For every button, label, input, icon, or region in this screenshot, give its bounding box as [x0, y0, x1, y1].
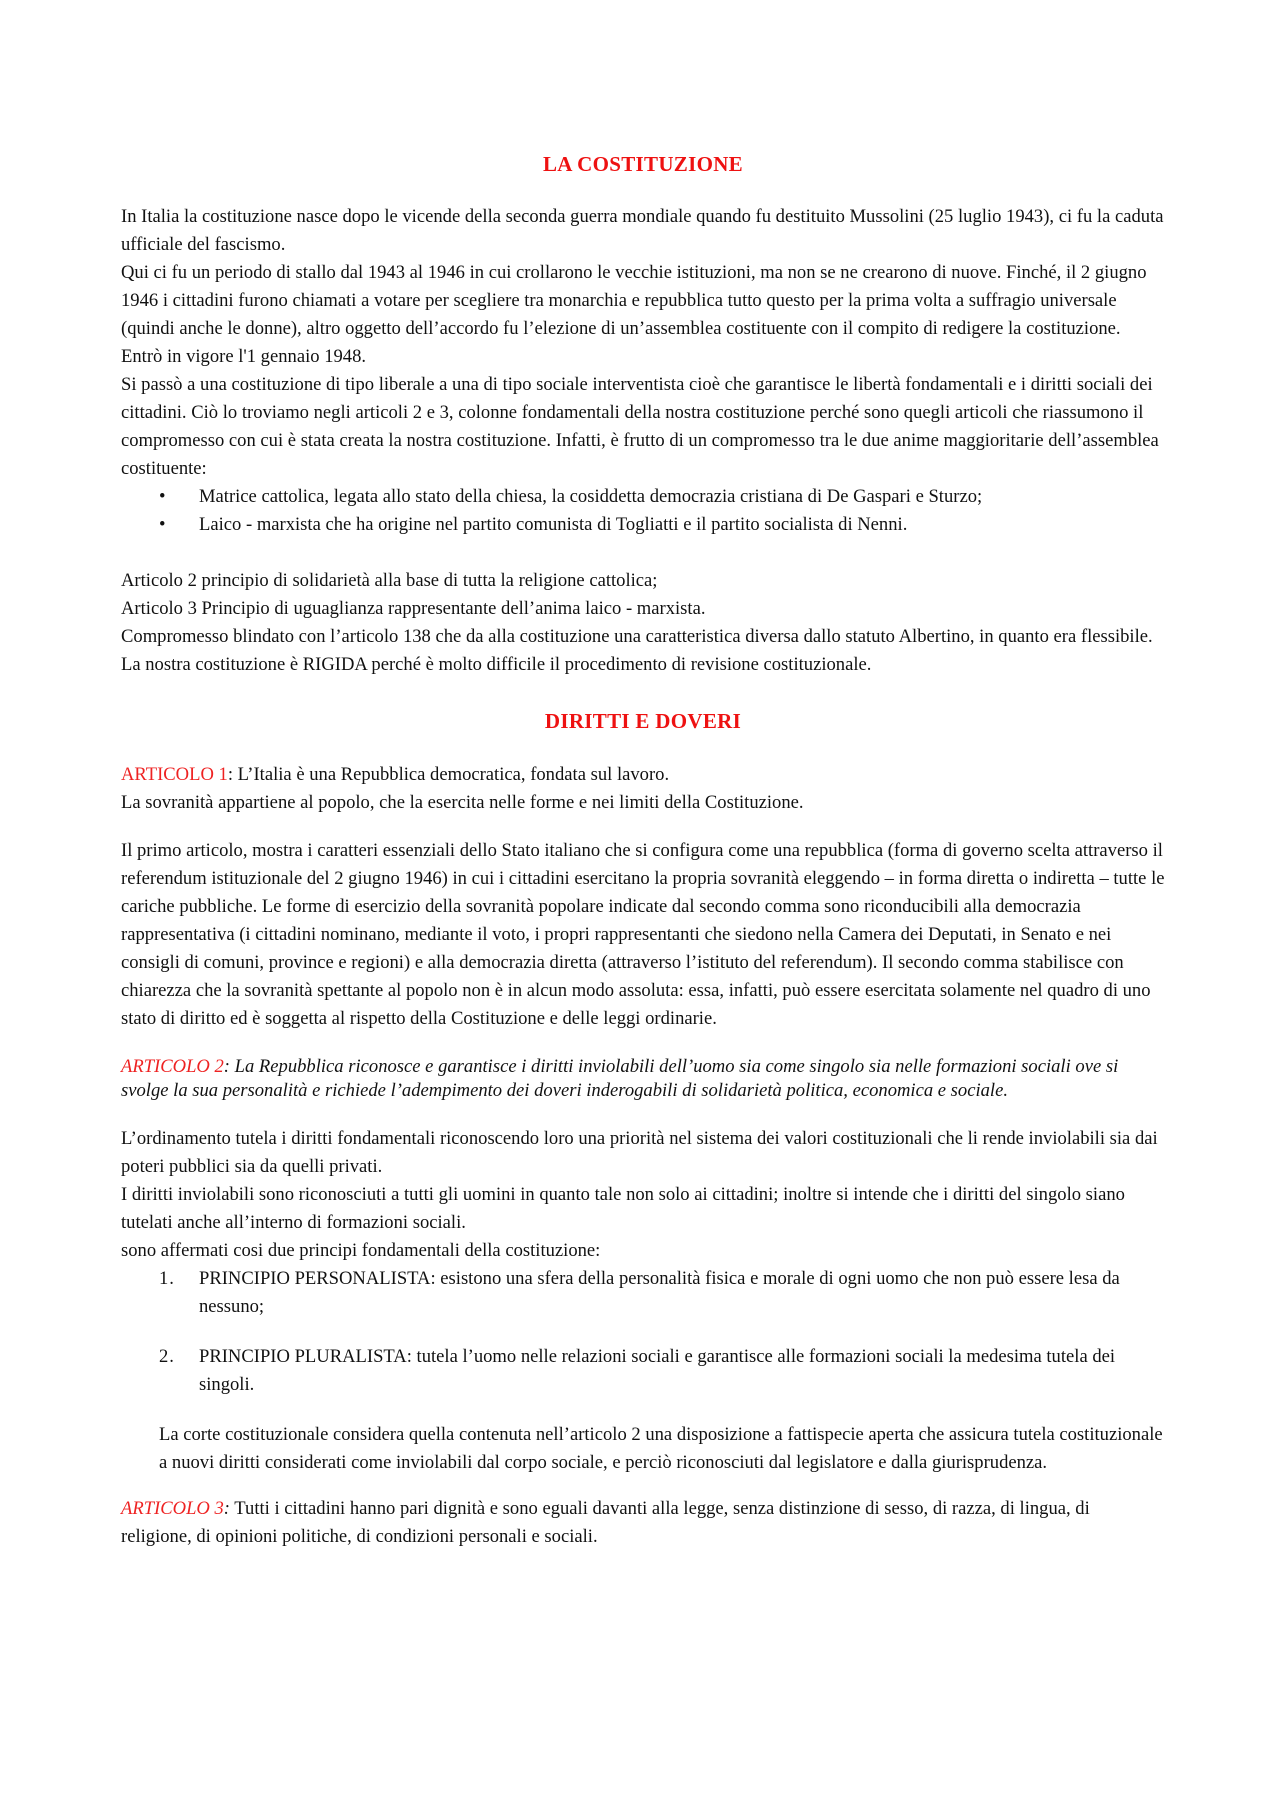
intro-paragraph-2: Qui ci fu un periodo di stallo dal 1943 al 1946 in cui crollarono le vecchie istituzioni, ma non se ne crearono di nuove. Finché, il 2 giugno 1946 i cittadini furono chiamati a votare per scegliere tra monarchia e repubblica tutto questo per la prima volta a suffragio universale (quindi anche le donne), altro oggetto dell’accordo fu l’elezione di un’assemblea costituente con il compito di redigere la costituzione. Entrò in vigore l'1 gennaio 1948. [121, 262, 1147, 367]
principle-pluralista: PRINCIPIO PLURALISTA: tutela l’uomo nelle relazioni sociali e garantisce alle formazioni sociali la medesima tutela dei singoli. [199, 1346, 1116, 1395]
bullet-text-2: Laico - marxista che ha origine nel partito comunista di Togliatti e il partito socialista di Nenni. [199, 514, 908, 535]
bullet-icon: • [159, 486, 166, 507]
list-item [159, 483, 1165, 511]
intro-section [121, 203, 1165, 483]
article-3-colon: : [223, 1498, 230, 1519]
bullet-text-1: Matrice cattolica, legata allo stato della chiesa, la cosiddetta democrazia cristiana di De Gaspari e Sturzo; [199, 486, 983, 507]
principle-number: 1. [159, 1268, 175, 1289]
articles-summary [121, 567, 1165, 679]
principle-personalista: PRINCIPIO PERSONALISTA: esistono una sfera della personalità fisica e morale di ogni uomo che non può essere lesa da nessuno; [199, 1268, 1120, 1317]
principle-number: 2. [159, 1346, 175, 1367]
article-3-label: ARTICOLO 3 [121, 1498, 224, 1519]
list-item [159, 1343, 1165, 1399]
summary-art3: Articolo 3 Principio di uguaglianza rappresentante dell’anima laico - marxista. [121, 598, 706, 619]
principles-list [121, 1265, 1165, 1399]
summary-art2: Articolo 2 principio di solidarietà alla base di tutta la religione cattolica; [121, 570, 658, 591]
article-3-body: Tutti i cittadini hanno pari dignità e sono eguali davanti alla legge, senza distinzione di sesso, di razza, di lingua, di religione, di opinioni politiche, di condizioni personali e sociali. [121, 1498, 1090, 1547]
intro-paragraph-3: Si passò a una costituzione di tipo liberale a una di tipo sociale interventista cioè che garantisce le libertà fondamentali e i diritti sociali dei cittadini. Ciò lo troviamo negli articoli 2 e 3, colonne fondamentali della nostra costituzione perché sono quegli articoli che riassumono il compromesso con cui è stata creata la nostra costituzione. Infatti, è frutto di un compromesso tra le due anime maggioritarie dell’assemblea costituente: [121, 374, 1159, 479]
list-item [159, 511, 1165, 539]
article-3 [121, 1495, 1165, 1551]
list-item [159, 1265, 1165, 1321]
title-la-costituzione: LA COSTITUZIONE [543, 152, 743, 176]
summary-art138: Compromesso blindato con l’articolo 138 che da alla costituzione una caratteristica diversa dallo statuto Albertino, in quanto era flessibile. La nostra costituzione è RIGIDA perché è molto difficile il procedimento di revisione costituzionale. [121, 626, 1153, 675]
article-2-body: : La Repubblica riconosce e garantisce i diritti inviolabili dell’uomo sia come singolo sia nelle formazioni sociali ove si svolge la sua personalità e richiede l’adempimento dei doveri inderogabili di solidarietà politica, economica e sociale. [121, 1056, 1119, 1101]
article-1-body: : L’Italia è una Repubblica democratica, fondata sul lavoro. [227, 764, 670, 785]
article-2-comment [121, 1125, 1165, 1265]
article-2-comment-2: I diritti inviolabili sono riconosciuti a tutti gli uomini in quanto tale non solo ai cittadini; inoltre si intende che i diritti del singolo siano tutelati anche all’interno di formazioni sociali. [121, 1184, 1125, 1233]
intro-paragraph-1: In Italia la costituzione nasce dopo le vicende della seconda guerra mondiale quando fu destituito Mussolini (25 luglio 1943), ci fu la caduta ufficiale del fascismo. [121, 206, 1164, 255]
bullet-icon: • [159, 514, 166, 535]
bullet-list [121, 483, 1165, 539]
article-2-comment-1: L’ordinamento tutela i diritti fondamentali riconoscendo loro una priorità nel sistema dei valori costituzionali che li rende inviolabili sia dai poteri pubblici sia da quelli privati. [121, 1128, 1158, 1177]
article-1-text [121, 761, 1165, 789]
corte-paragraph: La corte costituzionale considera quella contenuta nell’articolo 2 una disposizione a fattispecie aperta che assicura tutela costituzionale a nuovi diritti considerati come inviolabili dal corpo sociale, e perciò riconosciuti dal legislatore e dalla giurisprudenza. [159, 1424, 1163, 1473]
article-2-label: ARTICOLO 2 [121, 1056, 224, 1077]
title-diritti-e-doveri: DIRITTI E DOVERI [544, 709, 742, 733]
article-1 [121, 761, 1165, 817]
article-2-comment-3: sono affermati cosi due principi fondamentali della costituzione: [121, 1240, 601, 1261]
article-1-label: ARTICOLO 1 [121, 764, 228, 785]
article-1-line2: La sovranità appartiene al popolo, che la esercita nelle forme e nei limiti della Costituzione. [121, 792, 804, 813]
article-2 [121, 1055, 1165, 1103]
article-1-comment: Il primo articolo, mostra i caratteri essenziali dello Stato italiano che si configura come una repubblica (forma di governo scelta attraverso il referendum istituzionale del 2 giugno 1946) in cui i cittadini esercitano la propria sovranità eleggendo – in forma diretta o indiretta – tutte le cariche pubbliche. Le forme di esercizio della sovranità popolare indicate dal secondo comma sono riconducibili alla democrazia rappresentativa (i cittadini nominano, mediante il voto, i propri rappresentanti che siedono nella Camera dei Deputati, in Senato e nei consigli di comuni, province e regioni) e alla democrazia diretta (attraverso l’istituto del referendum). Il secondo comma stabilisce con chiarezza che la sovranità spettante al popolo non è in alcun modo assoluta: essa, infatti, può essere esercitata solamente nel quadro di uno stato di diritto ed è soggetta al rispetto della Costituzione e delle leggi ordinarie. [121, 840, 1165, 1029]
